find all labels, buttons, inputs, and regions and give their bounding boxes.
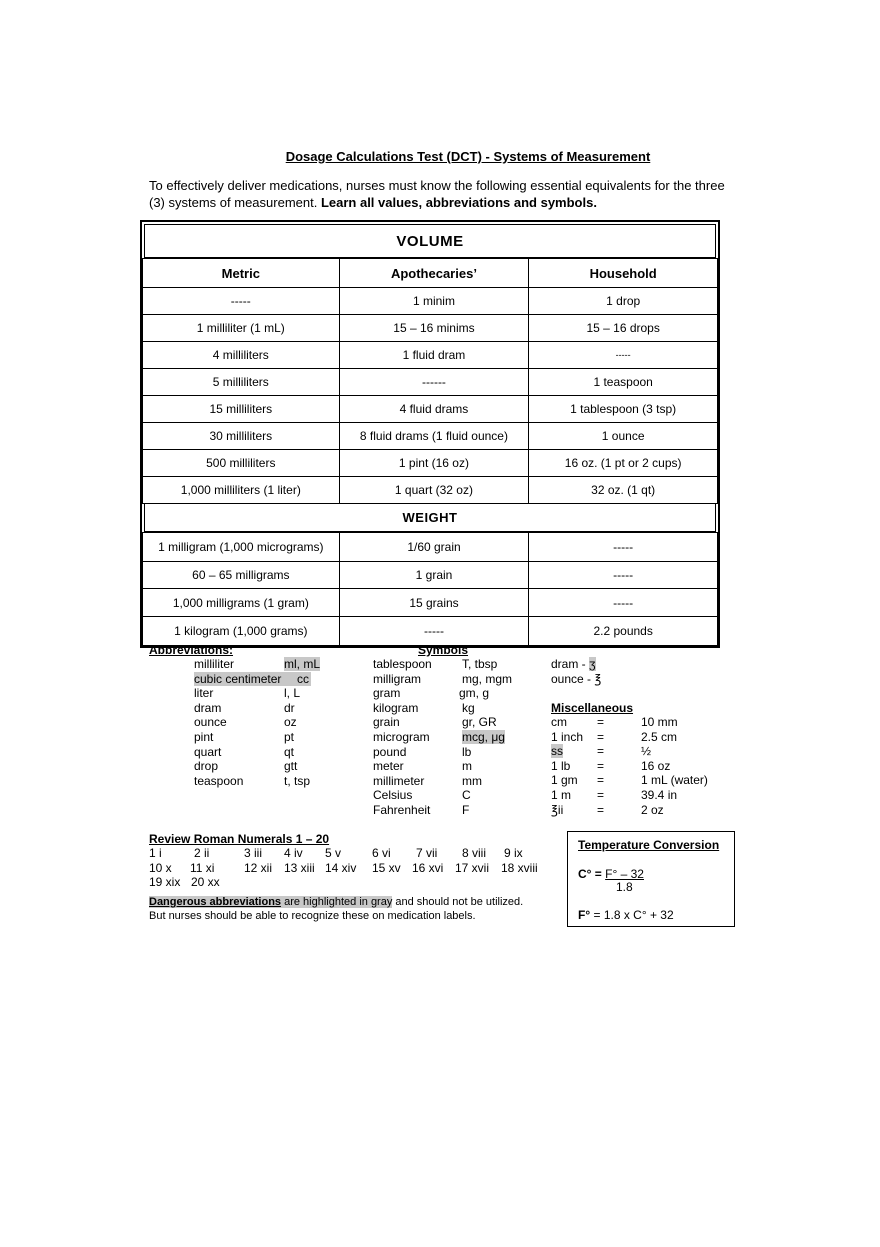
table-row bbox=[143, 396, 718, 423]
column-header-metric: Metric bbox=[143, 259, 340, 288]
abbrev-term: Celsius bbox=[373, 788, 413, 803]
cell: ----- bbox=[529, 342, 718, 369]
misc-value: ½ bbox=[641, 744, 652, 759]
roman-line-1: 1 i 2 ii 3 iii 4 iv 5 v 6 vi 7 vii 8 viii 9 ix bbox=[149, 846, 523, 860]
equals-sign: = bbox=[597, 729, 605, 744]
cell: 1,000 milligrams (1 gram) bbox=[143, 589, 340, 617]
equals-sign: = bbox=[597, 773, 605, 788]
cell: ----- bbox=[143, 288, 340, 315]
abbrev-value: ml, mL bbox=[284, 657, 320, 671]
abbrev-col1-terms bbox=[194, 657, 287, 788]
abbrev-value: t, tsp bbox=[284, 773, 311, 788]
cell: 15 – 16 drops bbox=[529, 315, 718, 342]
dram-symbol-icon: ʒ bbox=[589, 657, 596, 671]
cell: 15 milliliters bbox=[143, 396, 340, 423]
misc-term: 1 gm bbox=[551, 773, 578, 788]
abbrev-term: pint bbox=[194, 729, 214, 744]
table-row bbox=[143, 477, 718, 504]
cell: 8 fluid drams (1 fluid ounce) bbox=[339, 423, 529, 450]
abbrev-value: mm bbox=[462, 773, 482, 788]
cell: 4 fluid drams bbox=[339, 396, 529, 423]
equals-sign: = bbox=[597, 744, 605, 759]
cell: 1 minim bbox=[339, 288, 529, 315]
cell: 1 tablespoon (3 tsp) bbox=[529, 396, 718, 423]
abbrev-value: T, tbsp bbox=[462, 657, 498, 671]
abbrev-value: oz bbox=[284, 715, 297, 730]
cell: 1 grain bbox=[339, 562, 529, 589]
cell: 15 – 16 minims bbox=[339, 315, 529, 342]
abbrev-value: gtt bbox=[284, 759, 298, 774]
ounce-symbol-icon: ℥ bbox=[594, 671, 602, 686]
abbrev-value: lb bbox=[462, 744, 472, 759]
roman-heading: Review Roman Numerals 1 – 20 bbox=[149, 832, 330, 846]
symbol-ounce: ounce - ℥ bbox=[551, 671, 602, 686]
table-row bbox=[143, 562, 718, 589]
abbrev-term: quart bbox=[194, 744, 222, 759]
misc-term: 1 inch bbox=[551, 729, 584, 744]
cell: 500 milliliters bbox=[143, 450, 340, 477]
abbrev-value: F bbox=[462, 802, 470, 817]
misc-value: 16 oz bbox=[641, 758, 671, 773]
symbol-list bbox=[551, 657, 601, 686]
abbrev-term: meter bbox=[373, 759, 404, 774]
abbrev-col2-terms bbox=[373, 657, 432, 818]
cell: 1 quart (32 oz) bbox=[339, 477, 529, 504]
abbrev-col2-abbrs bbox=[459, 657, 512, 818]
cell: 1 ounce bbox=[529, 423, 718, 450]
equals-sign: = bbox=[597, 787, 605, 802]
celsius-denominator: 1.8 bbox=[616, 880, 633, 894]
abbrev-value: kg bbox=[462, 700, 475, 715]
abbreviations-heading: Abbreviations: bbox=[149, 643, 234, 657]
misc-col1 bbox=[551, 715, 583, 817]
cell: ----- bbox=[339, 617, 529, 646]
table-row bbox=[143, 450, 718, 477]
misc-value: 1 mL (water) bbox=[641, 773, 708, 788]
abbrev-value: gm, g bbox=[459, 686, 490, 701]
cell: 1 milliliter (1 mL) bbox=[143, 315, 340, 342]
abbrev-value: pt bbox=[284, 729, 295, 744]
intro-bold: Learn all values, abbreviations and symbols. bbox=[320, 195, 597, 210]
cell: 1/60 grain bbox=[339, 533, 529, 562]
abbrev-value: l, L bbox=[284, 686, 301, 701]
misc-term: ℥ii bbox=[551, 802, 564, 817]
abbrev-value: dr bbox=[284, 700, 295, 715]
fahrenheit-formula: F° = 1.8 x C° + 32 bbox=[578, 908, 674, 922]
abbrev-value: gr, GR bbox=[462, 715, 497, 730]
cell: 15 grains bbox=[339, 589, 529, 617]
cell: 1 kilogram (1,000 grams) bbox=[143, 617, 340, 646]
misc-col2 bbox=[597, 715, 604, 817]
abbrev-term: Fahrenheit bbox=[373, 802, 431, 817]
cell: 4 milliliters bbox=[143, 342, 340, 369]
abbrev-term: ounce bbox=[194, 715, 227, 730]
roman-line-3: 19 xix 20 xx bbox=[149, 875, 220, 890]
abbrev-term: tablespoon bbox=[373, 657, 432, 671]
table-row bbox=[143, 617, 718, 646]
equals-sign: = bbox=[597, 802, 605, 817]
temperature-conversion-box bbox=[567, 831, 735, 927]
cell: 16 oz. (1 pt or 2 cups) bbox=[529, 450, 718, 477]
cell: ----- bbox=[529, 589, 718, 617]
weight-heading: WEIGHT bbox=[144, 504, 716, 532]
table-row bbox=[143, 315, 718, 342]
cell: 1 pint (16 oz) bbox=[339, 450, 529, 477]
abbrev-term: liter bbox=[194, 686, 214, 701]
cell: 1 milligram (1,000 micrograms) bbox=[143, 533, 340, 562]
abbrev-value: mg, mgm bbox=[462, 671, 513, 686]
intro-text: To effectively deliver medications, nurses must know the following essential equivalents for the three (3) systems of measurement. bbox=[149, 178, 725, 210]
danger-line-1: Dangerous abbreviations are highlighted in gray and should not be utilized. bbox=[149, 896, 524, 908]
table-row bbox=[143, 342, 718, 369]
table-row bbox=[143, 369, 718, 396]
cell: 30 milliliters bbox=[143, 423, 340, 450]
cell: 5 milliliters bbox=[143, 369, 340, 396]
cell: 32 oz. (1 qt) bbox=[529, 477, 718, 504]
misc-col3 bbox=[641, 715, 708, 817]
symbols-heading: Symbols bbox=[418, 643, 469, 657]
roman-list bbox=[149, 846, 538, 890]
danger-line-2: But nurses should be able to recognize these on medication labels. bbox=[149, 909, 476, 922]
abbrev-value: C bbox=[462, 788, 471, 803]
volume-header-row bbox=[143, 259, 718, 288]
misc-term: 1 m bbox=[551, 787, 572, 802]
cell: 1 fluid dram bbox=[339, 342, 529, 369]
table-row bbox=[143, 423, 718, 450]
abbrev-term: drop bbox=[194, 759, 219, 774]
page-title: Dosage Calculations Test (DCT) - Systems of Measurement bbox=[285, 149, 651, 164]
danger-note bbox=[149, 896, 523, 923]
misc-value: 2.5 cm bbox=[641, 729, 678, 744]
celsius-formula: C° = F° – 32 bbox=[578, 867, 644, 881]
misc-value: 10 mm bbox=[641, 715, 678, 729]
column-header-apothecaries: Apothecaries’ bbox=[339, 259, 529, 288]
volume-heading: VOLUME bbox=[144, 224, 716, 258]
abbrev-term: milliliter bbox=[194, 657, 234, 671]
roman-line-2: 10 x 11 xi 12 xii 13 xiii 14 xiv 15 xv 16 xvi 17 xvii 18 xviii bbox=[149, 860, 538, 875]
table-row bbox=[143, 589, 718, 617]
weight-table bbox=[142, 532, 718, 646]
abbrev-term: cubic centimeter bbox=[194, 672, 287, 687]
column-header-household: Household bbox=[529, 259, 718, 288]
misc-heading: Miscellaneous bbox=[551, 701, 634, 715]
abbrev-value: m bbox=[462, 759, 472, 774]
cell: 1 teaspoon bbox=[529, 369, 718, 396]
symbol-dram: dram - ʒ bbox=[551, 657, 596, 671]
abbrev-term: pound bbox=[373, 744, 407, 759]
table-row bbox=[143, 533, 718, 562]
abbrev-term: gram bbox=[373, 686, 401, 701]
cell: 1,000 milliliters (1 liter) bbox=[143, 477, 340, 504]
intro-paragraph bbox=[149, 177, 739, 211]
abbrev-col1-abbrs bbox=[284, 657, 320, 788]
cell: 2.2 pounds bbox=[529, 617, 718, 646]
misc-term: cm bbox=[551, 715, 567, 729]
cell: ------ bbox=[339, 369, 529, 396]
misc-term: 1 lb bbox=[551, 758, 571, 773]
cell: ----- bbox=[529, 562, 718, 589]
abbrev-term: dram bbox=[194, 700, 222, 715]
temperature-heading: Temperature Conversion bbox=[578, 838, 720, 852]
volume-table bbox=[142, 258, 718, 504]
abbrev-term: kilogram bbox=[373, 700, 419, 715]
misc-value: 39.4 in bbox=[641, 787, 678, 802]
cell: 1 drop bbox=[529, 288, 718, 315]
abbrev-term: grain bbox=[373, 715, 400, 730]
misc-term: ss bbox=[551, 744, 563, 759]
cell: ----- bbox=[529, 533, 718, 562]
abbrev-term: teaspoon bbox=[194, 773, 244, 788]
table-row bbox=[143, 288, 718, 315]
abbrev-term: microgram bbox=[373, 729, 430, 744]
equivalents-table bbox=[140, 220, 720, 648]
abbrev-value: cc bbox=[284, 672, 320, 687]
abbrev-term: milligram bbox=[373, 671, 421, 686]
equals-sign: = bbox=[597, 715, 605, 729]
cell: 60 – 65 milligrams bbox=[143, 562, 340, 589]
equals-sign: = bbox=[597, 758, 605, 773]
misc-value: 2 oz bbox=[641, 802, 664, 817]
abbrev-value: mcg, μg bbox=[462, 729, 505, 744]
abbrev-value: qt bbox=[284, 744, 295, 759]
abbrev-term: millimeter bbox=[373, 773, 425, 788]
